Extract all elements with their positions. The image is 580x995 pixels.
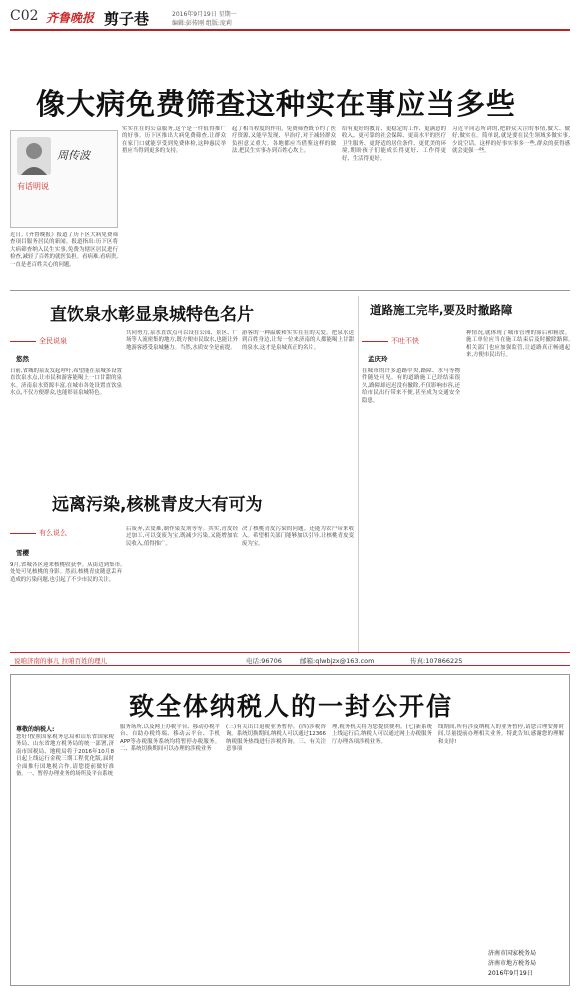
notice-col2: 服务场所,以及网上办税平台、移动办税平台、自助办税终端、移动云平台、手机APP等办税服务系统均将暂停办税服务。二、系统切换期间可以办理的涉税业务 <box>120 724 220 753</box>
article4-col3: 决了核桃青皮污染的问题。还能为农户带来收入。希望相关部门能够加以引导,让核桃青皮变废为宝。 <box>242 526 354 547</box>
article4-author: 雪樱 <box>16 549 29 557</box>
article1-col5: 习近平同志所讲的,把群众关注的事情,做大、做好,做实在。简单说,就是要在民生领域多做实事,少说空话。这样的好事实事多一些,群众的获得感就会更强一些。 <box>452 126 570 155</box>
page-header <box>10 6 570 30</box>
footer-fax: 传真:107866225 <box>410 657 463 665</box>
section-title: 剪子巷 <box>104 10 150 28</box>
notice-sign-date: 2016年9月19日 <box>488 970 533 977</box>
article2-col1: 日前,省城的泉友发起呼吁,希望能在泉城多设置直饮泉水点,让市民和游客能喝上一口甘甜的泉水。济南泉水资源丰富,在城市各处设置直饮泉水点,不仅方便群众,也能彰显泉城特色。 <box>10 368 122 397</box>
article3-tag-label: 不吐不快 <box>391 337 419 345</box>
article2-col2: 共同努力,泉水直饮点可以设在公园、景区、广场等人流密集的地方,既方便市民取水,也能让外地游客感受泉城魅力。当然,水质安全是前提。 <box>126 330 238 351</box>
article3-headline: 道路施工完毕,要及时撤路障 <box>370 303 513 317</box>
article3-author: 孟庆玲 <box>368 355 388 363</box>
footer-email: 邮箱:qlwbjzx@163.com <box>300 657 375 665</box>
article1-column-box <box>10 130 118 228</box>
article2-headline: 直饮泉水彰显泉城特色名片 <box>50 305 254 325</box>
notice-sign-national: 济南市国家税务局 <box>488 950 537 957</box>
article3-divider <box>358 296 359 652</box>
notice-headline: 致全体纳税人的一封公开信 <box>128 692 453 721</box>
article1-col3: 起了相当程度的作用。免费筛查既节约了医疗资源,又能早发现、早治疗,对于减轻群众负担意义重大。各地都应当借鉴这样的做法,把民生实事办到百姓心坎上。 <box>232 126 336 155</box>
header-rule <box>10 29 570 31</box>
footer-slogan: 说咱济南的事儿 拉咱百姓的理儿 <box>14 657 108 665</box>
article1-headline: 像大病免费筛查这种实在事应当多些 <box>36 87 517 121</box>
article2-column-tag <box>10 336 67 346</box>
article4-col1: 9月,省城各区迎来核桃收获季。从街边到集市,处处可见核桃的身影。然而,核桃青皮随意丢弃造成的污染问题,也引起了不少市民的关注。 <box>10 562 122 583</box>
article1-col1: 近日,《齐鲁晚报》报道了历下区大病免费筛查项目服务居民的新闻。报道指出:历下区将大病筛查纳入民生实事,免费为辖区居民进行检查,减轻了百姓的就医负担。看病难,看病贵,一直是老百姓关心的问题。 <box>10 232 118 268</box>
article4-headline: 远离污染,核桃青皮大有可为 <box>52 495 263 515</box>
article4-col2: 后废弃,去皮难,制作染发剂等等。其实,青皮经过加工,可以变废为宝,既减少污染,又能增加农民收入,值得推广。 <box>126 526 238 547</box>
article1-col4: 给有更好的教育、更稳定的工作、更满意的收入、更可靠的社会保障、更高水平的医疗卫生服务、更舒适的居住条件、更优美的环境,期盼孩子们能成长得更好、工作得更好、生活得更好。 <box>342 126 446 162</box>
article4-tag-label: 有么说么 <box>39 529 67 537</box>
article4-column-tag <box>10 528 67 538</box>
footer-strip <box>10 652 570 666</box>
notice-col1: 您好!按照国家税务总局和山东省国家税务局、山东省地方税务局的统一部署,济南市国税局、地税局将于2016年10月8日起上线运行金税三期工程优化版,届时全面推行国地税合作,请您提前做好准备。一、暂停办理业务的场所及平台系统 <box>16 734 114 778</box>
article1-col2: 实实在在的公益服务,这个是一件值得推广的好事。历下区推出大病免费筛查,让群众在家门口就能享受到免费体检,这种惠民举措应当得到更多的支持。 <box>122 126 226 155</box>
notice-col4: 理,税务机关将为您提供便利。(七)新系统上线运行后,纳税人可以通过网上办税服务厅办理各项涉税业务。 <box>332 724 432 745</box>
author-signature: 周传波 <box>57 149 90 162</box>
notice-greeting: 尊敬的纳税人: <box>16 726 55 733</box>
notice-col3: (三)有关出口退税业务暂停。(四)涉税咨询。系统切换期间,纳税人可以通过12366纳税服务热线进行涉税咨询。三、有关注意事项 <box>226 724 326 753</box>
article2-author: 悠然 <box>16 355 29 363</box>
notice-col5: 线期间,所有涉及纳税人的业务暂停,请您合理安排时间,尽量提前办理相关业务。特此告知,感谢您的理解和支持! <box>438 724 564 745</box>
article3-col2: 种情况,就体现了城市管理的滞后和粗放。施工单位应当在施工结束后及时撤除路障,相关部门也应加强监管,让道路真正畅通起来,方便市民出行。 <box>466 330 570 359</box>
article3-col1: 在城市的许多道路中央,路障、水马等物件随处可见。有的道路施工已经结束很久,路障却迟迟没有撤除,不仅影响市容,还给市民出行带来不便,甚至成为交通安全隐患。 <box>362 368 460 404</box>
editor-line: 编辑:彭传刚 组版:庞莉 <box>172 20 232 27</box>
footer-phone: 电话:96706 <box>246 657 282 665</box>
page-number: C02 <box>10 8 39 24</box>
divider <box>10 290 570 291</box>
date-line: 2016年9月19日 星期一 <box>172 11 237 18</box>
newspaper-logo: 齐鲁晚报 <box>46 11 95 25</box>
author-portrait <box>17 137 51 175</box>
article3-column-tag <box>362 336 419 346</box>
article2-tag-label: 全民说泉 <box>39 337 67 345</box>
notice-sign-local: 济南市地方税务局 <box>488 960 537 967</box>
article1-column-tag: 有话明说 <box>17 182 49 191</box>
article2-col3: 游客的一种温暖和实实在在的关爱。把泉水送到百姓身边,让每一位来济南的人都能喝上甘甜的泉水,这才是泉城真正的名片。 <box>242 330 354 351</box>
